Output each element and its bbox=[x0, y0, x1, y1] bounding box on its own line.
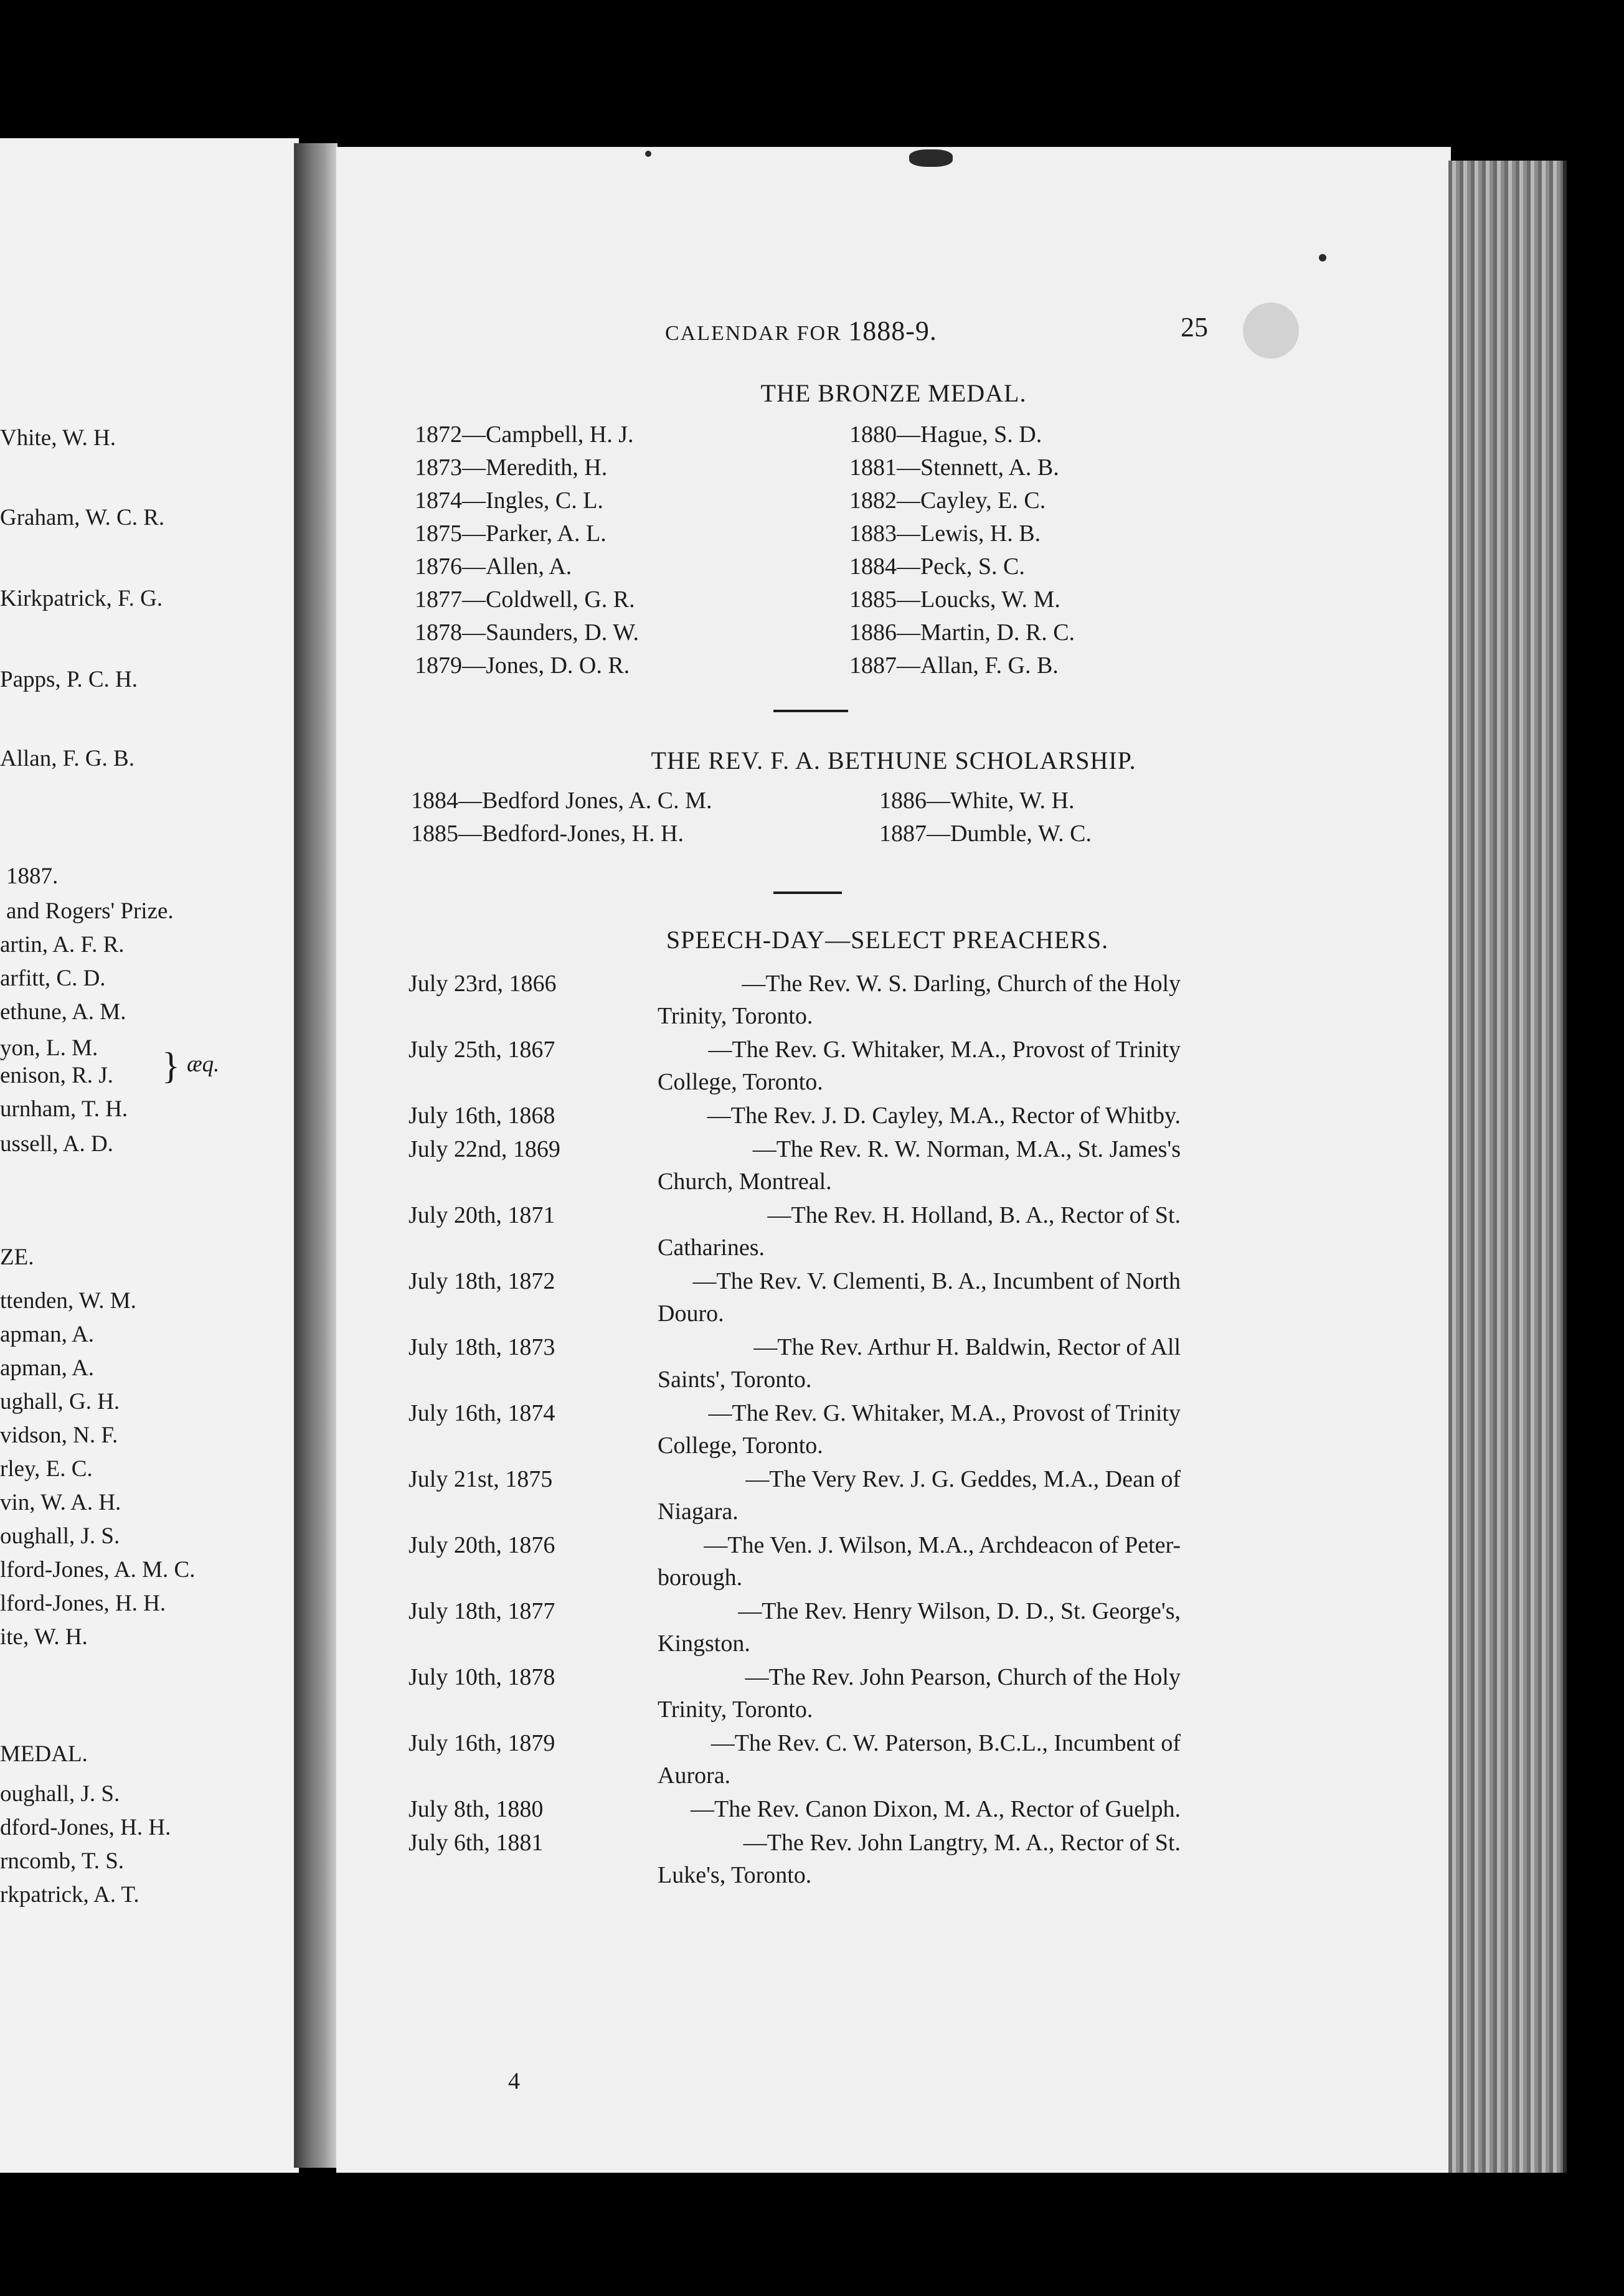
left-line: Kirkpatrick, F. G. bbox=[0, 586, 163, 611]
left-line: oughall, J. S. bbox=[0, 1523, 120, 1549]
section-rule bbox=[773, 892, 842, 894]
medal-entry: 1886—Martin, D. R. C. bbox=[849, 619, 1075, 646]
bethune-title: THE REV. F. A. BETHUNE SCHOLARSHIP. bbox=[651, 746, 1136, 774]
preacher-text: —The Rev. Henry Wilson, D. D., St. George's, bbox=[738, 1598, 1181, 1624]
preacher-text-continued: Trinity, Toronto. bbox=[658, 1003, 813, 1029]
left-line: 1887. bbox=[6, 863, 59, 889]
preacher-date: July 6th, 1881 bbox=[408, 1830, 544, 1856]
preacher-text: —The Ven. J. Wilson, M.A., Archdeacon of Peter- bbox=[704, 1532, 1181, 1558]
scholarship-entry: 1885—Bedford-Jones, H. H. bbox=[411, 821, 684, 847]
print-speck bbox=[1319, 254, 1326, 261]
preacher-text: —The Rev. Canon Dixon, M. A., Rector of Guelph. bbox=[691, 1796, 1181, 1822]
preacher-entry bbox=[408, 1595, 1451, 1660]
left-line: ethune, A. M. bbox=[0, 999, 126, 1025]
preacher-date: July 16th, 1879 bbox=[408, 1730, 555, 1756]
left-line: MEDAL. bbox=[0, 1741, 88, 1767]
preacher-date: July 25th, 1867 bbox=[408, 1037, 555, 1063]
preacher-entry bbox=[408, 1463, 1451, 1528]
left-line: oughall, J. S. bbox=[0, 1781, 120, 1807]
preacher-date: July 18th, 1877 bbox=[408, 1598, 555, 1624]
left-line: yon, L. M. bbox=[0, 1035, 98, 1061]
bethune-left-column bbox=[411, 784, 712, 850]
medal-entry: 1885—Loucks, W. M. bbox=[849, 586, 1060, 613]
left-line: ite, W. H. bbox=[0, 1624, 88, 1650]
preacher-text-continued: borough. bbox=[658, 1564, 743, 1591]
left-line: lford-Jones, H. H. bbox=[0, 1591, 166, 1616]
running-head-prefix: CALENDAR FOR bbox=[665, 322, 842, 345]
right-page bbox=[336, 147, 1451, 2173]
book-gutter bbox=[294, 143, 338, 2168]
running-head-year: 1888-9. bbox=[848, 316, 937, 346]
bracket-note: æq. bbox=[187, 1052, 220, 1077]
signature-mark: 4 bbox=[508, 2068, 520, 2094]
preacher-date: July 23rd, 1866 bbox=[408, 971, 557, 997]
left-line: arfitt, C. D. bbox=[0, 966, 106, 991]
preacher-text: —The Rev. J. D. Cayley, M.A., Rector of Whitby. bbox=[707, 1103, 1181, 1129]
left-line: vidson, N. F. bbox=[0, 1423, 118, 1448]
bronze-medal-right-column bbox=[849, 418, 1075, 682]
preacher-entry bbox=[408, 1397, 1451, 1462]
left-line: ussell, A. D. bbox=[0, 1131, 113, 1157]
preacher-entry bbox=[408, 1133, 1451, 1198]
preacher-text: —The Very Rev. J. G. Geddes, M.A., Dean of bbox=[745, 1466, 1181, 1492]
medal-entry: 1884—Peck, S. C. bbox=[849, 553, 1025, 580]
left-line: Allan, F. G. B. bbox=[0, 746, 135, 771]
preacher-text: —The Rev. V. Clementi, B. A., Incumbent of North bbox=[692, 1268, 1181, 1294]
preacher-text: —The Rev. W. S. Darling, Church of the Holy bbox=[742, 971, 1181, 997]
preacher-text-continued: Douro. bbox=[658, 1301, 724, 1327]
preacher-text: —The Rev. C. W. Paterson, B.C.L., Incumbent of bbox=[710, 1730, 1181, 1756]
preacher-text-continued: Luke's, Toronto. bbox=[658, 1862, 812, 1888]
medal-entry: 1883—Lewis, H. B. bbox=[849, 520, 1041, 547]
preacher-date: July 22nd, 1869 bbox=[408, 1136, 560, 1162]
preacher-date: July 18th, 1872 bbox=[408, 1268, 555, 1294]
left-line: rncomb, T. S. bbox=[0, 1848, 125, 1874]
preacher-date: July 16th, 1874 bbox=[408, 1400, 555, 1426]
left-line: and Rogers' Prize. bbox=[6, 898, 174, 924]
preacher-entry bbox=[408, 1827, 1451, 1891]
medal-entry: 1887—Allan, F. G. B. bbox=[849, 652, 1059, 679]
preacher-text: —The Rev. John Langtry, M. A., Rector of St. bbox=[743, 1830, 1181, 1856]
preacher-text-continued: Aurora. bbox=[658, 1762, 731, 1789]
preacher-text-continued: Catharines. bbox=[658, 1235, 765, 1261]
left-line: rley, E. C. bbox=[0, 1456, 93, 1482]
preacher-entry bbox=[408, 1033, 1451, 1098]
medal-entry: 1874—Ingles, C. L. bbox=[415, 487, 603, 514]
preacher-date: July 16th, 1868 bbox=[408, 1103, 555, 1129]
left-line: Vhite, W. H. bbox=[0, 425, 116, 451]
left-line: urnham, T. H. bbox=[0, 1096, 128, 1122]
preacher-entry bbox=[408, 1661, 1451, 1726]
left-line: rkpatrick, A. T. bbox=[0, 1882, 139, 1908]
left-line: ughall, G. H. bbox=[0, 1389, 120, 1414]
preacher-text-continued: Saints', Toronto. bbox=[658, 1367, 812, 1393]
preacher-text-continued: Niagara. bbox=[658, 1499, 739, 1525]
preacher-text: —The Rev. John Pearson, Church of the Holy bbox=[745, 1664, 1181, 1690]
left-line: artin, A. F. R. bbox=[0, 932, 125, 957]
preacher-date: July 8th, 1880 bbox=[408, 1796, 544, 1822]
bethune-right-column bbox=[879, 784, 1092, 850]
preacher-text-continued: Trinity, Toronto. bbox=[658, 1696, 813, 1723]
left-line: Papps, P. C. H. bbox=[0, 667, 138, 692]
scholarship-entry: 1884—Bedford Jones, A. C. M. bbox=[411, 788, 712, 814]
ink-blot bbox=[909, 149, 953, 167]
preacher-date: July 20th, 1876 bbox=[408, 1532, 555, 1558]
left-line: apman, A. bbox=[0, 1355, 95, 1381]
preacher-text-continued: Kingston. bbox=[658, 1630, 750, 1657]
medal-entry: 1878—Saunders, D. W. bbox=[415, 619, 639, 646]
left-line: ttenden, W. M. bbox=[0, 1288, 136, 1314]
preacher-date: July 20th, 1871 bbox=[408, 1202, 555, 1228]
preacher-entry bbox=[408, 1529, 1451, 1594]
preacher-text: —The Rev. Arthur H. Baldwin, Rector of All bbox=[753, 1334, 1181, 1360]
medal-entry: 1873—Meredith, H. bbox=[415, 454, 608, 481]
left-line: dford-Jones, H. H. bbox=[0, 1815, 171, 1840]
preacher-date: July 10th, 1878 bbox=[408, 1664, 555, 1690]
preacher-entry bbox=[408, 1331, 1451, 1396]
stain bbox=[1243, 303, 1299, 359]
preacher-entry bbox=[408, 1199, 1451, 1264]
medal-entry: 1876—Allen, A. bbox=[415, 553, 572, 580]
medal-entry: 1880—Hague, S. D. bbox=[849, 421, 1042, 448]
running-head bbox=[665, 315, 937, 347]
left-line: enison, R. J. bbox=[0, 1063, 113, 1088]
preacher-text-continued: College, Toronto. bbox=[658, 1433, 823, 1459]
page-number: 25 bbox=[1181, 312, 1208, 342]
preacher-text: —The Rev. R. W. Norman, M.A., St. James's bbox=[752, 1136, 1181, 1162]
medal-entry: 1882—Cayley, E. C. bbox=[849, 487, 1046, 514]
preacher-entry bbox=[408, 1793, 1451, 1825]
speech-day-title: SPEECH-DAY—SELECT PREACHERS. bbox=[666, 926, 1109, 954]
preacher-text: —The Rev. H. Holland, B. A., Rector of St. bbox=[767, 1202, 1181, 1228]
left-page bbox=[0, 138, 299, 2173]
left-line: lford-Jones, A. M. C. bbox=[0, 1557, 196, 1583]
preacher-date: July 18th, 1873 bbox=[408, 1334, 555, 1360]
print-speck bbox=[645, 151, 651, 157]
medal-entry: 1872—Campbell, H. J. bbox=[415, 421, 634, 448]
left-line: Graham, W. C. R. bbox=[0, 505, 165, 530]
left-line: vin, W. A. H. bbox=[0, 1490, 121, 1515]
preacher-text-continued: College, Toronto. bbox=[658, 1069, 823, 1095]
page-edges bbox=[1448, 161, 1567, 2173]
preacher-text-continued: Church, Montreal. bbox=[658, 1169, 832, 1195]
medal-entry: 1877—Coldwell, G. R. bbox=[415, 586, 635, 613]
medal-entry: 1879—Jones, D. O. R. bbox=[415, 652, 630, 679]
medal-entry: 1881—Stennett, A. B. bbox=[849, 454, 1059, 481]
preacher-entry bbox=[408, 1265, 1451, 1330]
scholarship-entry: 1886—White, W. H. bbox=[879, 788, 1075, 814]
brace-mark: } bbox=[162, 1045, 180, 1086]
preacher-text: —The Rev. G. Whitaker, M.A., Provost of Trinity bbox=[708, 1037, 1181, 1063]
preacher-entry bbox=[408, 1727, 1451, 1792]
left-line: apman, A. bbox=[0, 1322, 95, 1347]
preacher-text: —The Rev. G. Whitaker, M.A., Provost of Trinity bbox=[708, 1400, 1181, 1426]
preacher-entry bbox=[408, 967, 1451, 1032]
bronze-medal-title: THE BRONZE MEDAL. bbox=[760, 379, 1027, 407]
preacher-date: July 21st, 1875 bbox=[408, 1466, 553, 1492]
scholarship-entry: 1887—Dumble, W. C. bbox=[879, 821, 1092, 847]
left-line: ZE. bbox=[0, 1244, 34, 1270]
preacher-entry bbox=[408, 1099, 1451, 1132]
section-rule bbox=[773, 710, 848, 712]
medal-entry: 1875—Parker, A. L. bbox=[415, 520, 607, 547]
bronze-medal-left-column bbox=[415, 418, 639, 682]
